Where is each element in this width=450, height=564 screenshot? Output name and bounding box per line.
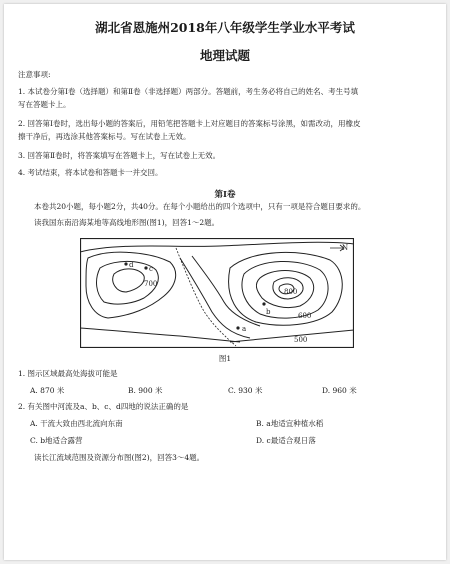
exam-page	[4, 4, 446, 560]
contour-map	[80, 238, 354, 348]
q1-option-c[interactable]: C. 930 米	[228, 386, 263, 395]
contour-label-600: 600	[298, 312, 312, 320]
point-a-marker	[236, 326, 239, 329]
point-c-marker	[144, 266, 147, 269]
contour-label-800: 800	[284, 288, 298, 296]
point-b-marker	[262, 302, 265, 305]
q1-option-b[interactable]: B. 900 米	[128, 386, 163, 395]
notice-item-1b: 写在答题卡上。	[18, 100, 71, 109]
q1-option-a[interactable]: A. 870 米	[30, 386, 65, 395]
exam-subtitle: 地理试题	[199, 48, 250, 63]
figure1-caption: 图1	[218, 354, 232, 363]
north-label: N	[342, 244, 349, 252]
section-intro: 本卷共20小题，每小题2分，共40分。在每个小题给出的四个选项中，只有一项是符合题目要求的。	[34, 202, 366, 211]
contour-label-700: 700	[144, 280, 158, 288]
q2-stem: 2. 有关图中河流及a、b、c、d四地的说法正确的是	[18, 402, 189, 411]
notice-item-4: 4. 考试结束，将本试卷和答题卡一并交回。	[18, 168, 163, 177]
notice-item-3: 3. 回答第Ⅱ卷时，将答案填写在答题卡上，写在试卷上无效。	[18, 151, 221, 160]
notice-item-1a: 1. 本试卷分第Ⅰ卷（选择题）和第Ⅱ卷（非选择题）两部分。答题前，考生务必将自己的姓名、考生号填	[18, 87, 359, 96]
notice-item-2a: 2. 回答第Ⅰ卷时，选出每小题的答案后，用铅笔把答题卡上对应题目的答案标号涂黑，如需改动，用橡皮	[18, 119, 361, 128]
q2-option-a[interactable]: A. 干流大致由西北流向东南	[30, 419, 123, 428]
point-c-label: c	[149, 265, 153, 273]
point-d-label: d	[129, 261, 134, 269]
point-a-label: a	[242, 325, 247, 333]
point-b-label: b	[266, 308, 271, 316]
figure2-lead: 读长江流域范围及资源分布图(图2)，回答3～4题。	[34, 453, 205, 462]
section-heading: 第Ⅰ卷	[214, 190, 236, 200]
figure1-lead: 读我国东南沿海某地等高线地形图(图1)，回答1～2题。	[34, 218, 220, 227]
q2-option-b[interactable]: B. a地适宜种植水稻	[256, 419, 324, 428]
notice-item-2b: 擦干净后，再选涂其他答案标号。写在试卷上无效。	[18, 132, 191, 141]
contour-label-500: 500	[294, 336, 308, 344]
q2-option-c[interactable]: C. b地适合露营	[30, 436, 83, 445]
q1-stem: 1. 图示区域最高处海拔可能是	[18, 369, 118, 378]
q2-option-d[interactable]: D. c最适合观日落	[256, 436, 316, 445]
notice-heading: 注意事项:	[18, 70, 51, 79]
q1-option-d[interactable]: D. 960 米	[322, 386, 357, 395]
exam-title: 湖北省恩施州2018年八年级学生学业水平考试	[95, 20, 355, 35]
point-d-marker	[124, 262, 127, 265]
